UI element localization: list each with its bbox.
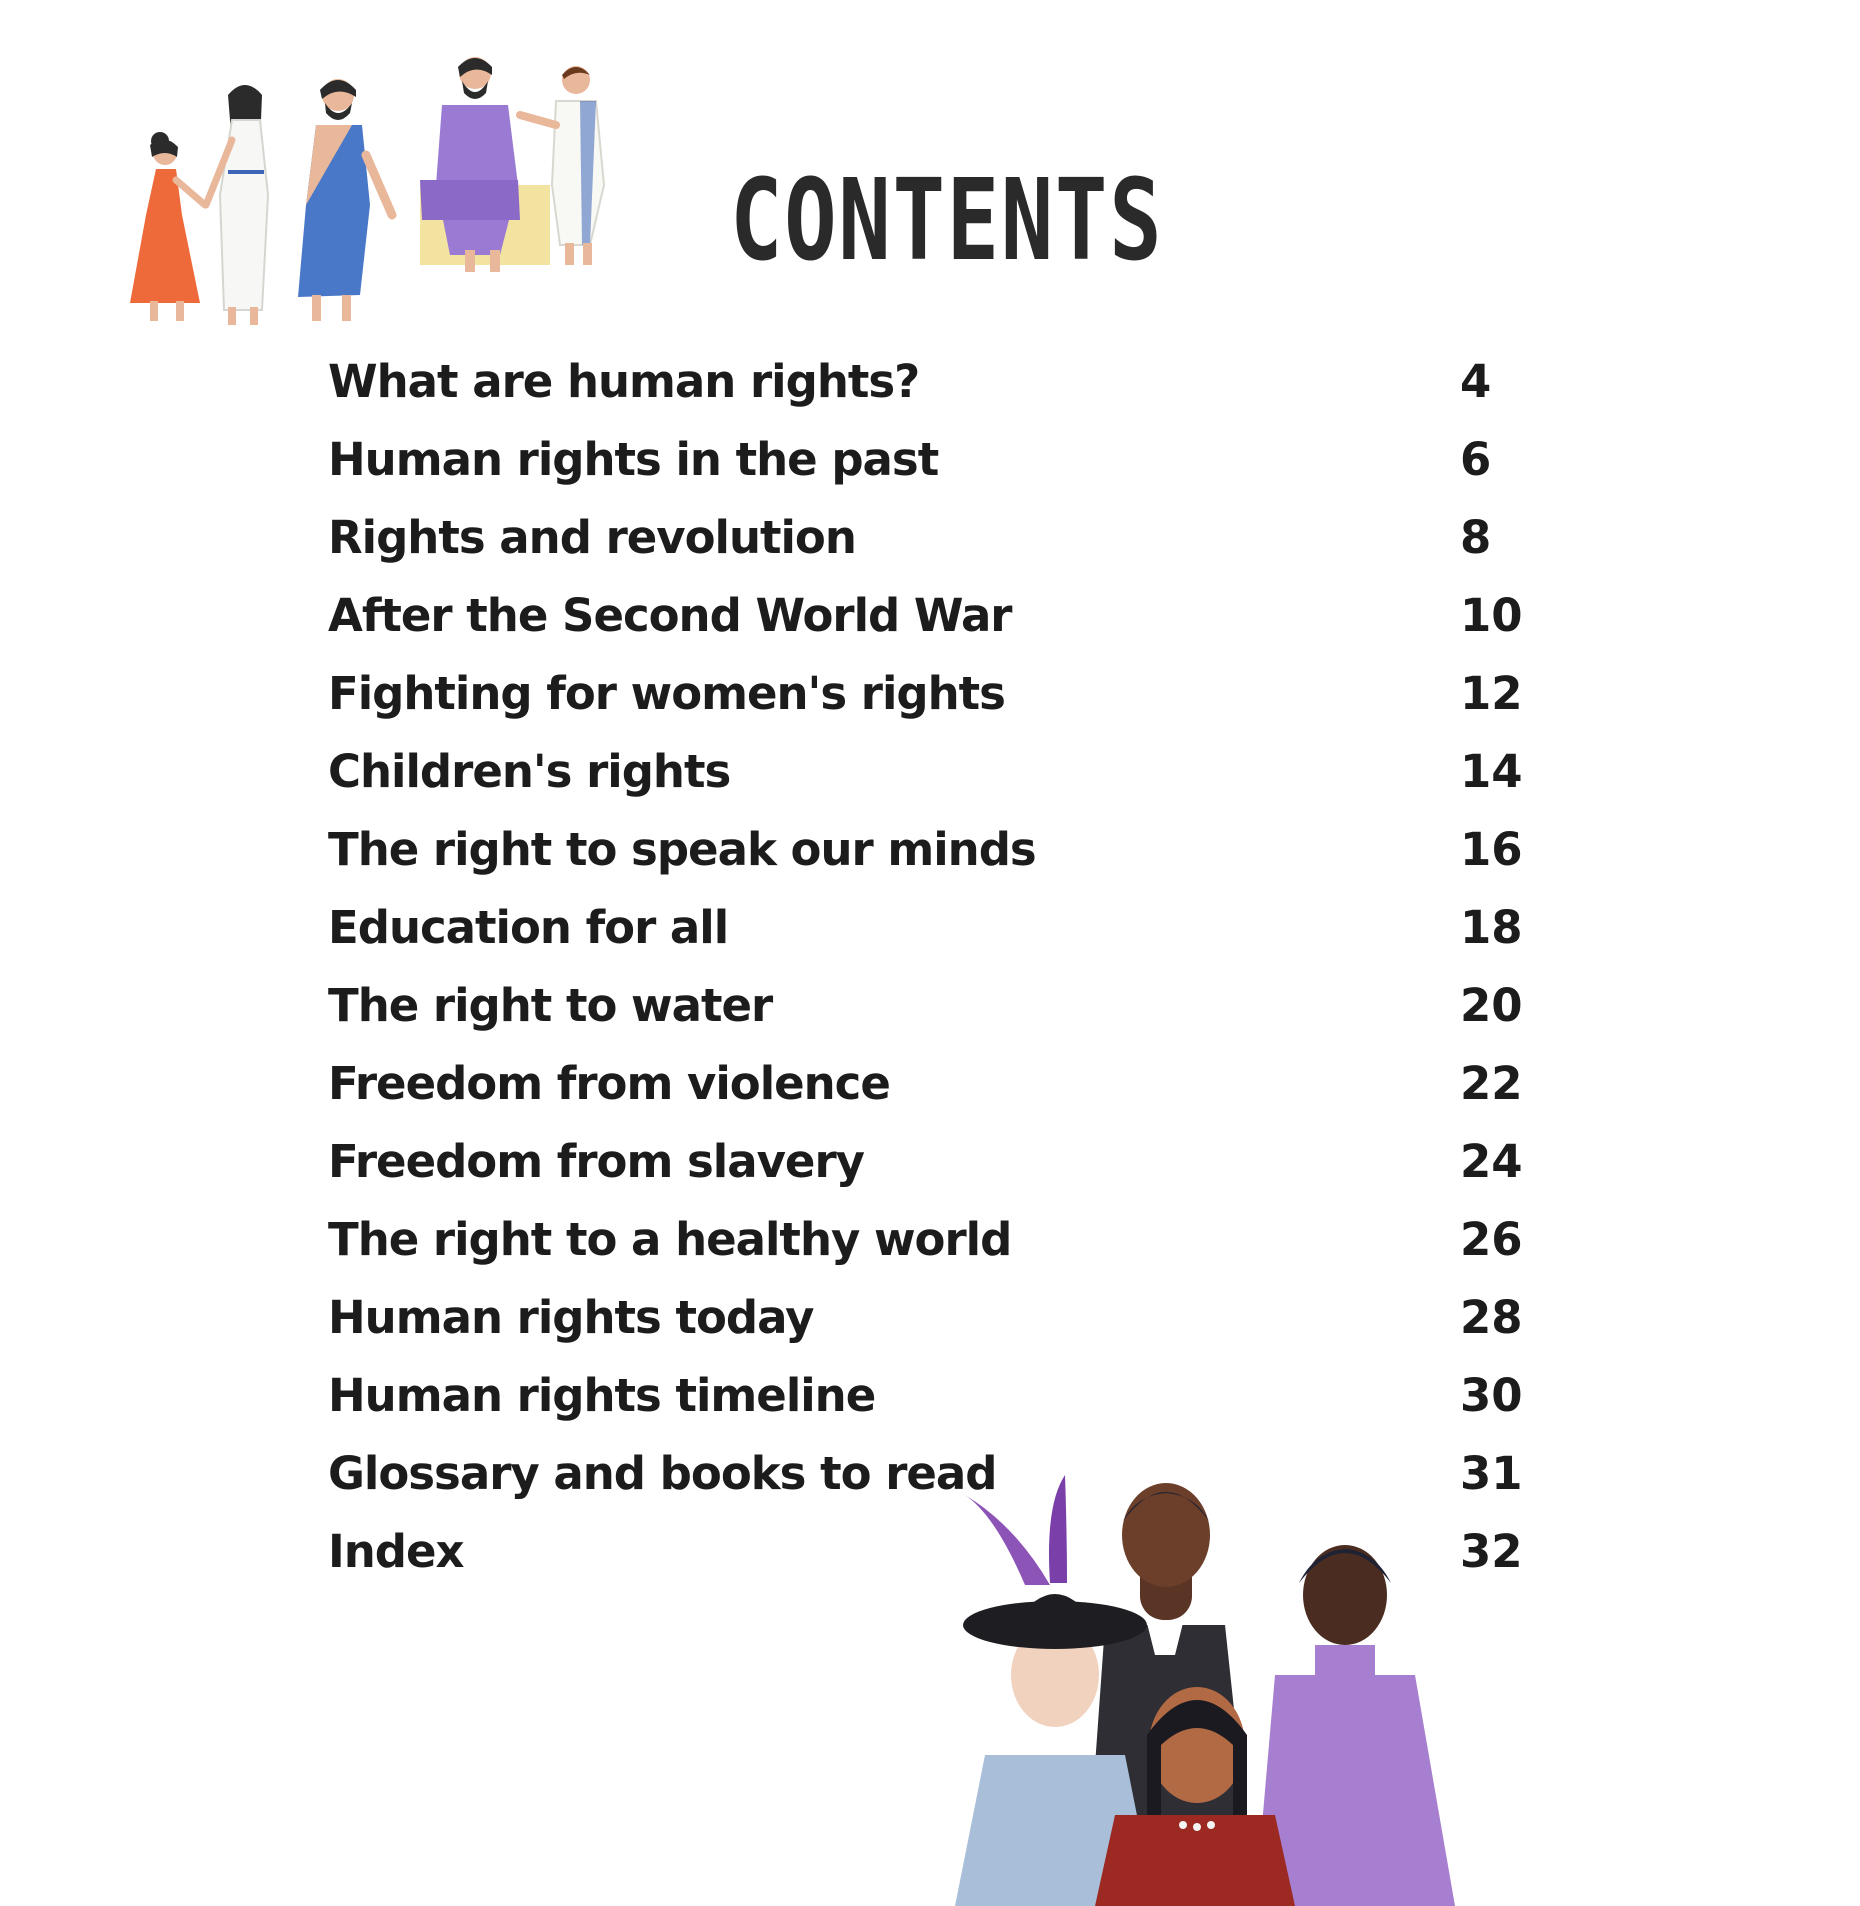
woman-in-purple-figure — [1255, 1545, 1455, 1906]
toc-entry-title: Human rights today — [328, 1291, 814, 1344]
toc-entry[interactable] — [0, 664, 1860, 724]
toc-entry-title: Fighting for women's rights — [328, 667, 1005, 720]
toc-entry-title: Rights and revolution — [328, 511, 856, 564]
toc-entry[interactable] — [0, 352, 1860, 412]
toc-entry-page: 20 — [1460, 979, 1523, 1032]
toc-entry-title: After the Second World War — [328, 589, 1012, 642]
toc-entry[interactable] — [0, 430, 1860, 490]
toc-entry-title: Human rights in the past — [328, 433, 939, 486]
toc-entry-title: Human rights timeline — [328, 1369, 876, 1422]
historical-figures-illustration — [955, 1455, 1500, 1906]
toc-entry[interactable] — [0, 1132, 1860, 1192]
toc-entry-title: Education for all — [328, 901, 729, 954]
toc-entry[interactable] — [0, 1366, 1860, 1426]
toc-entry[interactable] — [0, 508, 1860, 568]
toc-entry-title: The right to water — [328, 979, 773, 1032]
toc-entry-title: Children's rights — [328, 745, 731, 798]
toc-entry[interactable] — [0, 586, 1860, 646]
toc-entry-title: The right to a healthy world — [328, 1213, 1012, 1266]
toc-entry-page: 26 — [1460, 1213, 1523, 1266]
toc-entry-page: 16 — [1460, 823, 1523, 876]
toc-entry[interactable] — [0, 742, 1860, 802]
toc-entry[interactable] — [0, 1210, 1860, 1270]
toc-entry-page: 32 — [1460, 1525, 1523, 1578]
toc-entry-title: The right to speak our minds — [328, 823, 1036, 876]
toc-entry-page: 28 — [1460, 1291, 1523, 1344]
toc-entry-title: What are human rights? — [328, 355, 920, 408]
toc-entry-page: 8 — [1460, 511, 1492, 564]
toc-entry-title: Freedom from slavery — [328, 1135, 864, 1188]
toc-entry[interactable] — [0, 1522, 1860, 1582]
toc-entry-page: 31 — [1460, 1447, 1523, 1500]
toc-entry-page: 24 — [1460, 1135, 1523, 1188]
toc-entry-page: 10 — [1460, 589, 1523, 642]
toc-entry-page: 4 — [1460, 355, 1492, 408]
page-title: CONTENTS — [730, 156, 1164, 286]
toc-entry[interactable] — [0, 1288, 1860, 1348]
toc-entry[interactable] — [0, 898, 1860, 958]
toc-entry-title: Index — [328, 1525, 464, 1578]
toc-entry[interactable] — [0, 976, 1860, 1036]
toc-entry-title: Freedom from violence — [328, 1057, 890, 1110]
toc-entry-page: 22 — [1460, 1057, 1523, 1110]
toc-entry-page: 14 — [1460, 745, 1523, 798]
toc-entry-page: 18 — [1460, 901, 1523, 954]
toc-entry-title: Glossary and books to read — [328, 1447, 997, 1500]
toc-entry-page: 6 — [1460, 433, 1492, 486]
toc-entry[interactable] — [0, 1054, 1860, 1114]
toc-entry[interactable] — [0, 1444, 1860, 1504]
toc-entry[interactable] — [0, 820, 1860, 880]
toc-entry-page: 30 — [1460, 1369, 1523, 1422]
toc-entry-page: 12 — [1460, 667, 1523, 720]
